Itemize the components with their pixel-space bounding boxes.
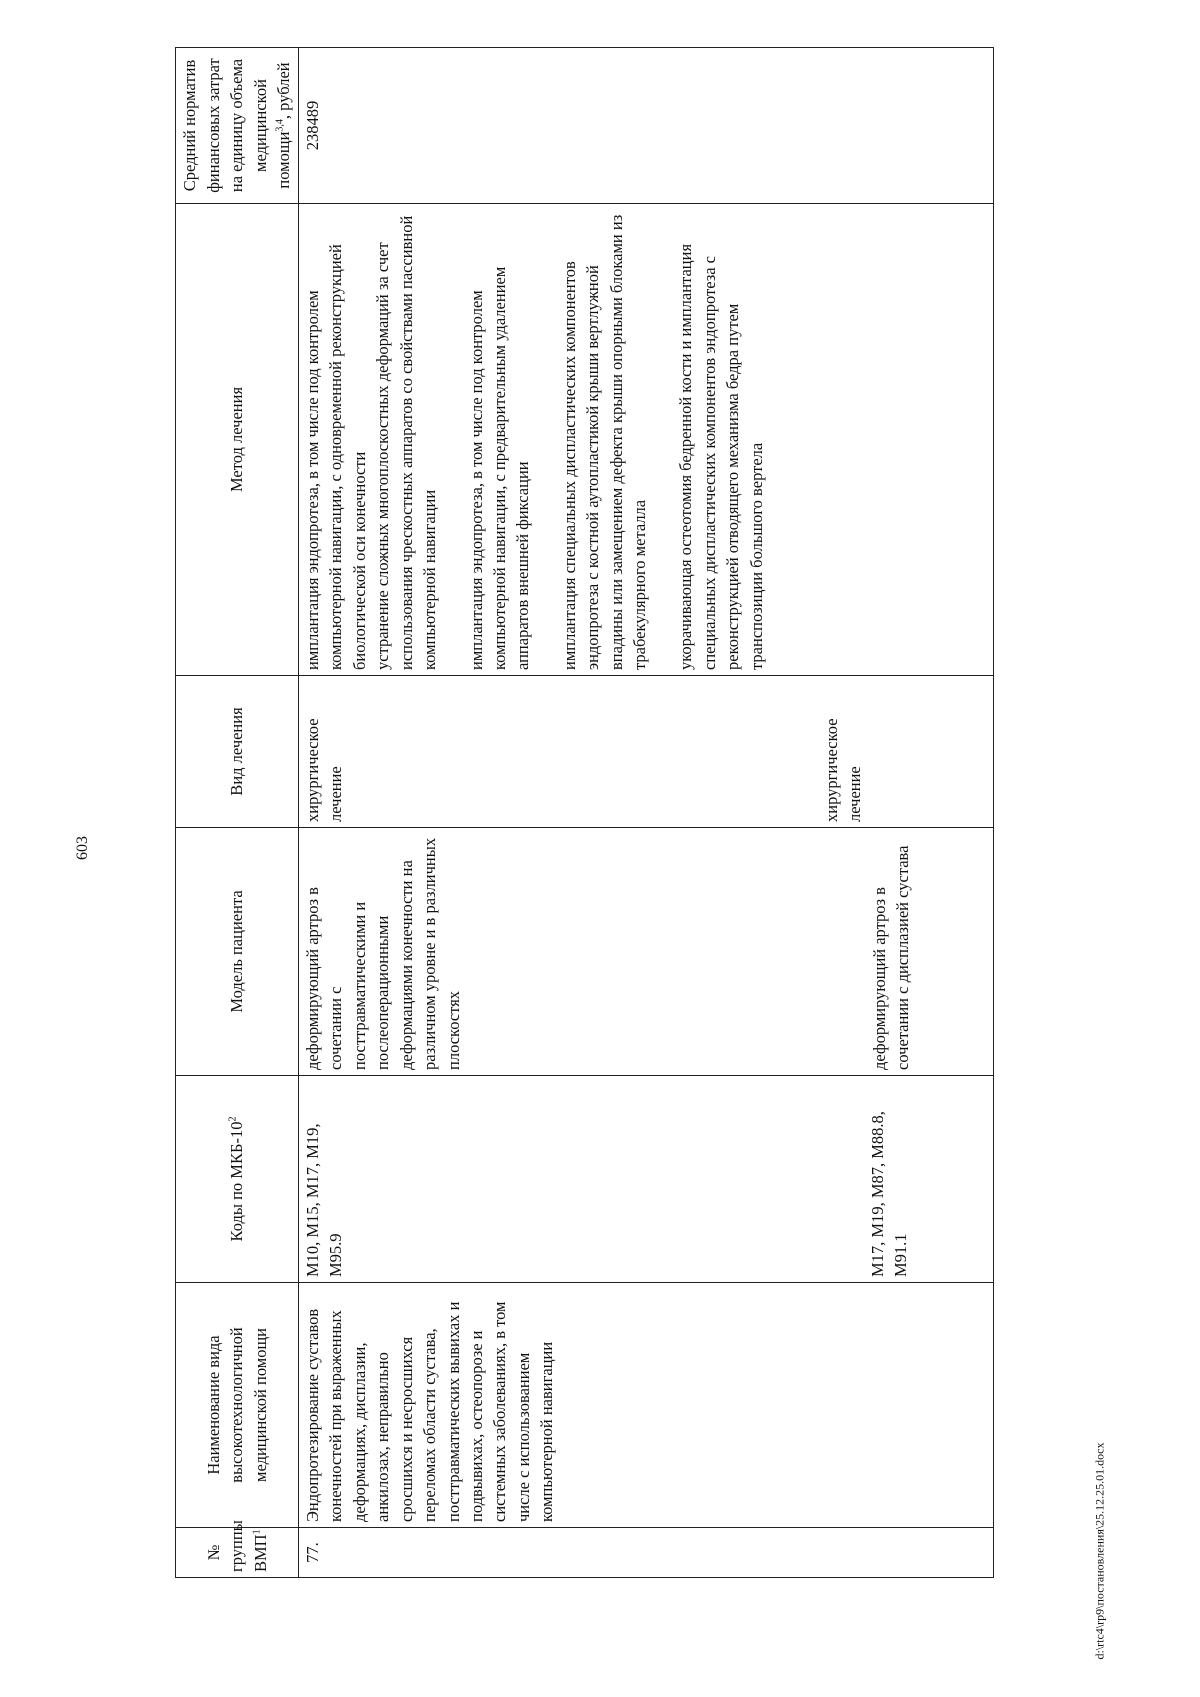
- group-number-cell: 77.: [299, 1528, 994, 1578]
- header-patient-model: Модель пациента: [176, 828, 299, 1076]
- footer-file-path: d:\rtc4\rp9\постановления\25.12.25.01.docx: [1092, 1442, 1107, 1660]
- header-icd-codes: Коды по МКБ-$10^2$: [176, 1076, 299, 1283]
- table-row: [299, 48, 994, 1578]
- method-item: имплантация эндопротеза, в том числе под контролем компьютерной навигации, с одновременной реконструкцией биологической оси конечности: [303, 244, 369, 670]
- header-treatment-method: Метод лечения: [176, 204, 299, 676]
- header-treatment-type: Вид лечения: [176, 676, 299, 828]
- method-item: устранение сложных многоплоскостных деформаций за счет использования чрескостных аппаратов со свойствами пассивной компьютерной навигации: [373, 215, 440, 670]
- icd-codes-1: M10, M15, M17, M19, M95.9: [303, 1123, 346, 1277]
- header-vmp-name: Наименование вида высокотехнологичной медицинской помощи: [176, 1283, 299, 1528]
- method-item: укорачивающая остеотомия бедренной кости и имплантация специальных диспластических компонентов эндопротеза с реконструкцией отводящего механизма бедра путем транспозиции большого вертела: [676, 243, 766, 670]
- treatment-type-2: хирургическое лечение: [821, 718, 865, 822]
- rotated-table-container: [175, 48, 1133, 1578]
- vmp-table: [175, 47, 994, 1578]
- patient-model-1: деформирующий артроз в сочетании с посттравматическими и послеоперационными деформациями конечности на различном уровне и в различных плоскостях: [303, 837, 463, 1070]
- icd-codes-2: M17, M19, M87, M88.8, M91.1: [867, 1111, 911, 1277]
- patient-model-cell: [299, 828, 994, 1076]
- icd-codes-cell: [299, 1076, 994, 1283]
- table-header-row: [176, 48, 299, 1578]
- treatment-type-1: хирургическое лечение: [303, 718, 346, 822]
- page-number: 603: [74, 836, 91, 860]
- header-average-cost: Средний норматив финансовых затрат на единицу объема медицинской помощи$^{3,4}$, рублей: [176, 48, 299, 204]
- header-group-number: № группы ВМП$^1$: [176, 1528, 299, 1578]
- average-cost-cell: 238489: [299, 48, 994, 204]
- treatment-type-cell: [299, 676, 994, 828]
- treatment-method-cell: [299, 204, 994, 676]
- vmp-name-cell: Эндопротезирование суставов конечностей при выраженных деформациях, дисплазии, анкилозах, неправильно сросшихся и несросшихся переломах области сустава, посттравматических вывихах и подвывихах, остеопорозе и системных заболеваниях, в том числе с использованием компьютерной навигации: [299, 1283, 994, 1528]
- method-item: имплантация эндопротеза, в том числе под контролем компьютерной навигации, с предварительным удалением аппаратов внешней фиксации: [466, 266, 533, 670]
- table-region: [175, 48, 1133, 1578]
- patient-model-2: деформирующий артроз в сочетании с дисплазией сустава: [869, 845, 913, 1070]
- method-item: имплантация специальных диспластических компонентов эндопротеза с костной аутопластикой крыши вертлужной впадины или замещением дефекта крыши опорными блоками из трабекулярного металла: [559, 214, 650, 670]
